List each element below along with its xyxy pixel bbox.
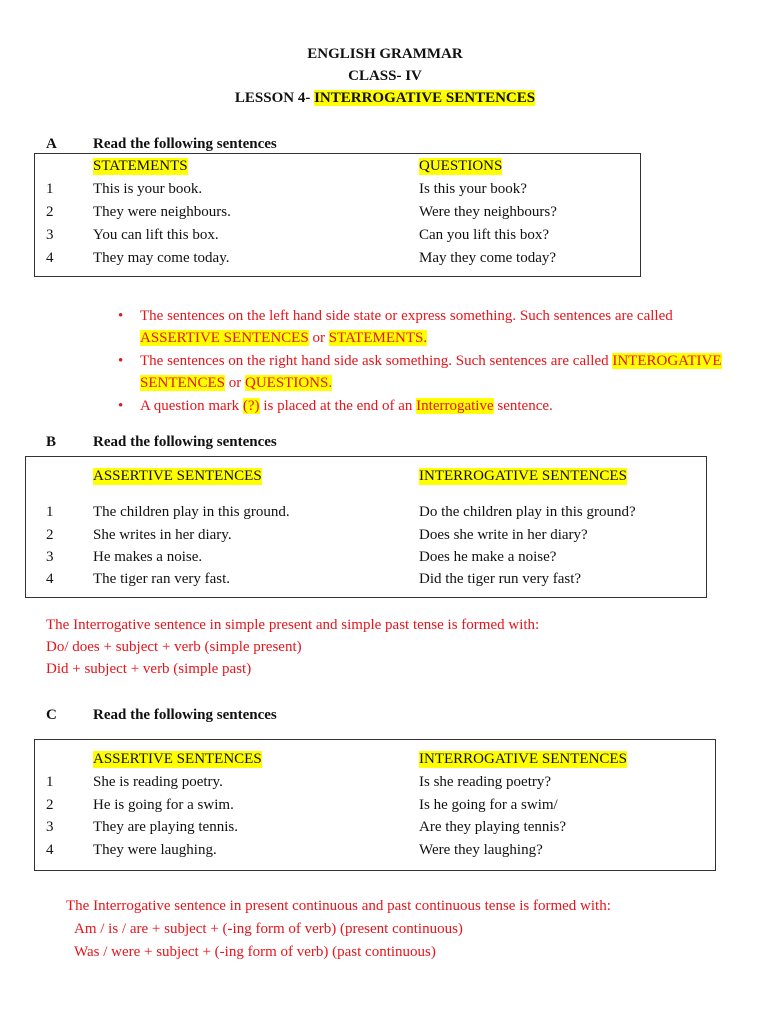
interrogative-text: Does she write in her diary? xyxy=(419,527,588,543)
note-item: • The sentences on the right hand side ask something. Such sentences are called INTEROGATIVE SENTENCES or QUESTIONS. xyxy=(118,350,738,394)
section-b-letter: B xyxy=(46,434,57,450)
statement-text: They may come today. xyxy=(93,250,230,266)
section-b-left-header: ASSERTIVE SENTENCES xyxy=(93,468,262,484)
assertive-text: The children play in this ground. xyxy=(93,504,290,520)
row-number: 4 xyxy=(46,842,54,858)
row-number: 2 xyxy=(46,527,54,543)
row-number: 3 xyxy=(46,549,54,565)
statement-text: You can lift this box. xyxy=(93,227,219,243)
row-number: 3 xyxy=(46,227,54,243)
interrogative-text: Are they playing tennis? xyxy=(419,819,567,835)
row-number: 1 xyxy=(46,774,54,790)
row-number: 4 xyxy=(46,571,54,587)
section-c-heading: Read the following sentences xyxy=(93,707,277,723)
lesson-prefix: LESSON 4- xyxy=(234,90,315,106)
interrogative-text: Do the children play in this ground? xyxy=(419,504,636,520)
section-a-letter: A xyxy=(46,136,57,152)
lesson-title xyxy=(0,90,770,107)
rule-c-line3: Was / were + subject + (-ing form of verb) (past continuous) xyxy=(74,944,436,960)
rule-c-line2: Am / is / are + subject + (-ing form of verb) (present continuous) xyxy=(74,921,463,937)
row-number: 3 xyxy=(46,819,54,835)
row-number: 1 xyxy=(46,504,54,520)
assertive-text: He is going for a swim. xyxy=(93,797,234,813)
row-number: 2 xyxy=(46,797,54,813)
interrogative-text: Did the tiger run very fast? xyxy=(419,571,582,587)
assertive-text: They are playing tennis. xyxy=(93,819,238,835)
rule-c-line1: The Interrogative sentence in present continuous and past continuous tense is formed with: xyxy=(66,898,611,914)
rule-b-line2: Do/ does + subject + verb (simple present) xyxy=(46,639,302,655)
interrogative-text: Is he going for a swim/ xyxy=(419,797,558,813)
class-label: CLASS- IV xyxy=(348,68,422,84)
question-text: Can you lift this box? xyxy=(419,227,549,243)
row-number: 2 xyxy=(46,204,54,220)
notes-list xyxy=(118,305,738,418)
row-number: 4 xyxy=(46,250,54,266)
assertive-text: He makes a noise. xyxy=(93,549,203,565)
row-number: 1 xyxy=(46,181,54,197)
question-text: May they come today? xyxy=(419,250,557,266)
section-c-right-header: INTERROGATIVE SENTENCES xyxy=(419,751,627,767)
section-a-left-header: STATEMENTS xyxy=(93,158,188,174)
interrogative-text: Is she reading poetry? xyxy=(419,774,552,790)
section-c-letter: C xyxy=(46,707,57,723)
assertive-text: They were laughing. xyxy=(93,842,217,858)
assertive-text: She writes in her diary. xyxy=(93,527,232,543)
question-text: Were they neighbours? xyxy=(419,204,557,220)
assertive-text: The tiger ran very fast. xyxy=(93,571,231,587)
doc-title: ENGLISH GRAMMAR xyxy=(307,46,463,62)
lesson-topic: INTERROGATIVE SENTENCES xyxy=(314,90,536,106)
section-b-heading: Read the following sentences xyxy=(93,434,277,450)
rule-b-line3: Did + subject + verb (simple past) xyxy=(46,661,252,677)
interrogative-text: Were they laughing? xyxy=(419,842,543,858)
section-a-heading: Read the following sentences xyxy=(93,136,277,152)
note-item: • A question mark (?) is placed at the end of an Interrogative sentence. xyxy=(118,395,738,417)
assertive-text: She is reading poetry. xyxy=(93,774,223,790)
question-text: Is this your book? xyxy=(419,181,527,197)
statement-text: This is your book. xyxy=(93,181,203,197)
interrogative-text: Does he make a noise? xyxy=(419,549,557,565)
statement-text: They were neighbours. xyxy=(93,204,231,220)
note-item: • The sentences on the left hand side state or express something. Such sentences are called ASSERTIVE SENTENCES or STATEMENTS. xyxy=(118,305,738,349)
section-a-right-header: QUESTIONS xyxy=(419,158,503,174)
section-b-right-header: INTERROGATIVE SENTENCES xyxy=(419,468,627,484)
section-c-left-header: ASSERTIVE SENTENCES xyxy=(93,751,262,767)
rule-b-line1: The Interrogative sentence in simple present and simple past tense is formed with: xyxy=(46,617,540,633)
